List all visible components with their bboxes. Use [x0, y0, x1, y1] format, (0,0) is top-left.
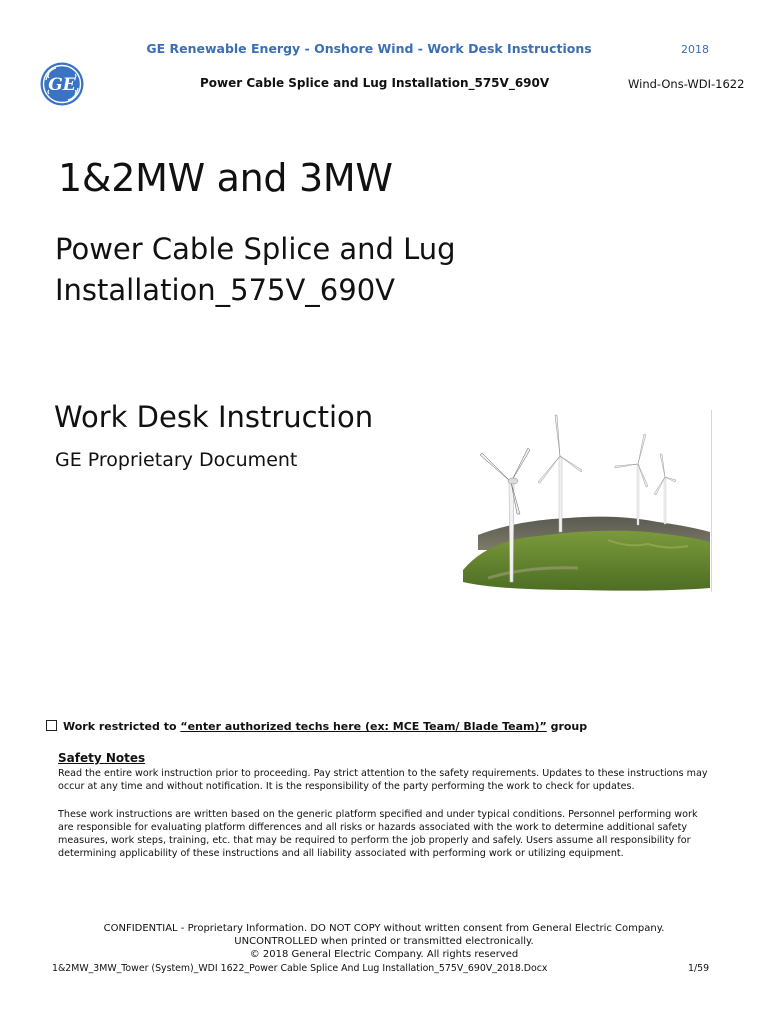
ge-logo-text: GE — [48, 75, 76, 95]
header-year: 2018 — [681, 43, 709, 56]
footer-page-number: 1/59 — [688, 963, 710, 974]
restriction-suffix: group — [546, 720, 588, 733]
doc-classification: GE Proprietary Document — [55, 449, 298, 471]
wind-turbines-photo — [458, 410, 712, 592]
header-doc-code: Wind-Ons-WDI-1622 — [628, 77, 745, 91]
doc-title-platform: 1&2MW and 3MW — [58, 156, 393, 200]
safety-paragraph-1: Read the entire work instruction prior to proceeding. Pay strict attention to the safety requirements. Updates to these instructions may occur at any time and without notification. It is the responsibility of the party performing the work to check for updates. — [58, 768, 708, 792]
doc-type-title: Work Desk Instruction — [54, 400, 374, 434]
header-title: GE Renewable Energy - Onshore Wind - Work Desk Instructions — [146, 41, 592, 56]
doc-title-procedure: Power Cable Splice and Lug Installation_575V_690V — [55, 232, 456, 307]
footer-filename: 1&2MW_3MW_Tower (System)_WDI 1622_Power Cable Splice And Lug Installation_575V_690V_2018.Docx — [52, 963, 548, 974]
footer-uncontrolled: UNCONTROLLED when printed or transmitted electronically. — [234, 936, 534, 947]
safety-paragraph-2: These work instructions are written based on the generic platform specified and under typical conditions. Personnel performing work are responsible for evaluating platform differences and all risks or hazards associated with the work to determine additional safety measures, work steps, training, etc. that may be required to perform the job properly and safely. Users assume all responsibility for determining applicability of these instructions and all liability associated with performing work or utilizing equipment. — [58, 809, 698, 859]
work-restriction — [46, 720, 587, 733]
footer-copyright: © 2018 General Electric Company. All rights reserved — [249, 949, 519, 960]
header-subtitle: Power Cable Splice and Lug Installation_575V_690V — [200, 76, 550, 90]
safety-notes-heading: Safety Notes — [58, 751, 146, 765]
ge-logo-icon — [40, 62, 84, 106]
restriction-prefix: Work restricted to — [63, 720, 181, 733]
checkbox-icon[interactable] — [46, 720, 57, 731]
restriction-group-placeholder: “enter authorized techs here (ex: MCE Team/ Blade Team)” — [180, 720, 547, 733]
footer-confidential: CONFIDENTIAL - Proprietary Information. DO NOT COPY without written consent from General Electric Company. — [103, 923, 665, 934]
